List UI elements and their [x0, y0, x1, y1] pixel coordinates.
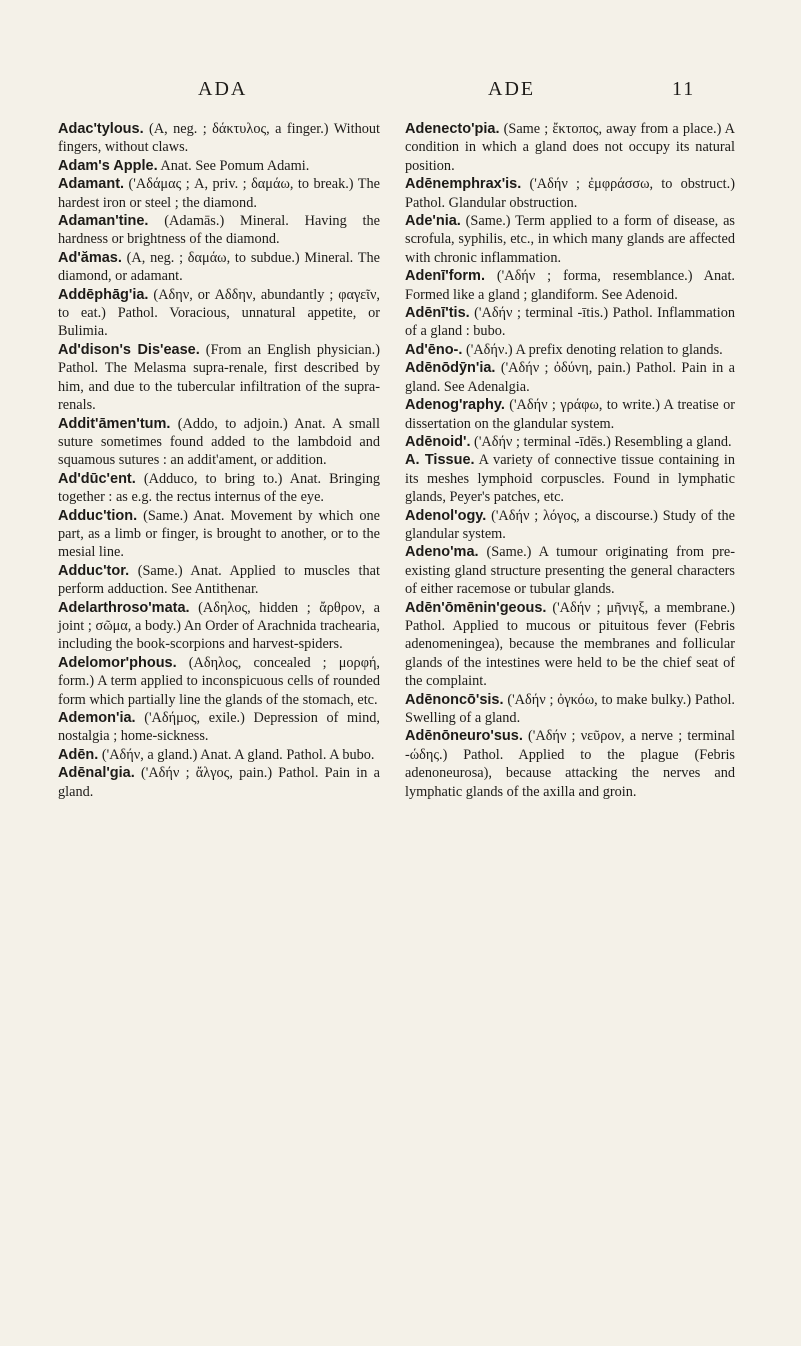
entry-definition: (Αδην, or Αδδην, abundantly ; φαγεῖν, to eat.) Pathol. Voracious, unnatural appetite, or Bulimia. [58, 286, 380, 340]
left-column [58, 120, 380, 801]
dictionary-entry [58, 599, 380, 654]
entry-headword: Adelomor'phous. [58, 654, 177, 671]
dictionary-entry [58, 654, 380, 709]
dictionary-entry [405, 175, 735, 212]
entry-definition: ('Αδάμας ; A, priv. ; δαμάω, to break.) The hardest iron or steel ; the diamond. [58, 176, 380, 211]
entry-headword: Addēphāg'ia. [58, 286, 149, 303]
dictionary-entry [58, 175, 380, 212]
page-number: 11 [672, 78, 696, 100]
entry-headword: Adēnōneuro'sus. [405, 728, 523, 745]
entry-definition: (Adduco, to bring to.) Anat. Bringing together : as e.g. the rectus internus of the eye. [58, 470, 380, 506]
entry-definition: (Same ; ἔκτοπος, away from a place.) A condition in which a gland does not occupy its natural position. [405, 121, 735, 174]
entry-headword: Ademon'ia. [58, 710, 136, 726]
dictionary-entry [405, 451, 735, 506]
dictionary-entry [405, 396, 735, 433]
entry-definition: ('Αδήν.) A prefix denoting relation to glands. [462, 341, 723, 358]
dictionary-entry [58, 764, 380, 801]
entry-definition: A variety of connective tissue containing in its meshes lymphoid corpuscles. Found in lymphatic glands, Peyer's patches, etc. [405, 452, 736, 506]
entry-definition: ('Αδήν ; terminal -īdēs.) Resembling a gland. [470, 433, 732, 450]
entry-headword: Ad'dison's Dis'ease. [58, 341, 200, 358]
running-head-left: ADA [198, 78, 248, 100]
entry-headword: Adelarthroso'mata. [58, 599, 190, 616]
dictionary-entry [405, 727, 735, 801]
dictionary-entry [405, 543, 735, 598]
dictionary-entry [58, 470, 380, 507]
entry-headword: Adēn'ōmēnin'geous. [405, 599, 547, 616]
dictionary-entry [58, 249, 380, 286]
entry-headword: Ade'nia. [405, 213, 461, 230]
entry-headword: Adaman'tine. [58, 213, 149, 230]
entry-headword: Ad'dūc'ent. [58, 470, 136, 487]
entry-definition: ('Αδήν ; μῆνιγξ, a membrane.) Pathol. Applied to mucous or pituitous fever (Febris adenomeningea), because the membranes and follicular glands of the intestines were held to be the chief seat of the complaint. [405, 599, 735, 690]
dictionary-entry [405, 359, 735, 396]
dictionary-entry [58, 286, 380, 341]
entry-headword: Adac'tylous. [58, 121, 144, 137]
entry-definition: ('Αδήν ; ἄλγος, pain.) Pathol. Pain in a gland. [58, 765, 380, 800]
entry-headword: Adēnoid'. [405, 433, 471, 450]
entry-definition: ('Αδήν ; γράφω, to write.) A treatise or dissertation on the glandular system. [405, 397, 735, 432]
entry-headword: Adenog'raphy. [405, 397, 505, 414]
entry-definition: (Same.) Term applied to a form of disease, as scrofula, syphilis, etc., in which many glands are affected with chronic inflammation. [405, 213, 735, 266]
dictionary-entry [58, 157, 380, 175]
dictionary-entry [58, 341, 380, 415]
entry-headword: Adeno'ma. [405, 544, 479, 561]
entry-headword: Ad'ămas. [58, 249, 122, 266]
entry-headword: Adēnemphrax'is. [405, 176, 522, 193]
entry-definition: ('Αδήμος, exile.) Depression of mind, nostalgia ; home-sickness. [58, 710, 380, 745]
entry-headword: Adenol'ogy. [405, 507, 487, 524]
entry-definition: ('Αδήν ; νεῦρον, a nerve ; terminal -ώδης.) Pathol. Applied to the plague (Febris adenoneurosa), because attacking the nerves and lymphatic glands of the axilla and groin. [405, 728, 735, 800]
dictionary-entry [405, 212, 735, 267]
dictionary-entry [405, 433, 735, 451]
entry-definition: (A, neg. ; δάκτυλος, a finger.) Without fingers, without claws. [58, 121, 380, 156]
entry-headword: Adēnī'tis. [405, 305, 470, 322]
dictionary-entry [405, 304, 735, 341]
entry-headword: Adēnoncō'sis. [405, 691, 504, 708]
dictionary-entry [58, 746, 380, 764]
dictionary-entry [405, 599, 735, 691]
entry-headword: Ad'ēno-. [405, 341, 463, 358]
entry-definition: (Αδηλος, hidden ; ἄρθρον, a joint ; σῶμα, a body.) An Order of Arachnida trachearia, including the book-scorpions and harvest-spiders. [58, 599, 380, 653]
entry-headword: Addit'āmen'tum. [58, 415, 171, 432]
entry-headword: Adduc'tor. [58, 562, 130, 579]
entry-headword: Adenecto'pia. [405, 121, 500, 137]
entry-headword: Adēn. [58, 746, 99, 763]
entry-headword: Adduc'tion. [58, 507, 138, 524]
entry-definition: (Addo, to adjoin.) Anat. A small suture sometimes found added to the lambdoid and squamous sutures : an addit'ament, or addition. [58, 415, 380, 469]
running-head-right: ADE [488, 78, 536, 100]
dictionary-entry [58, 709, 380, 746]
entry-definition: ('Αδήν, a gland.) Anat. A gland. Pathol. A bubo. [98, 746, 375, 763]
entry-definition: (Same.) Anat. Movement by which one part, as a limb or finger, is brought to another, or to the mesial line. [58, 507, 380, 561]
entry-definition: ('Αδήν ; ὀδύνη, pain.) Pathol. Pain in a gland. See Adenalgia. [405, 360, 735, 395]
entry-headword: Adēnōdȳn'ia. [405, 360, 496, 377]
dictionary-entry [405, 691, 735, 728]
entry-definition: (Same.) A tumour originating from pre-existing gland structure presenting the general characters of either racemose or tubular glands. [405, 544, 735, 598]
dictionary-entry [58, 212, 380, 249]
entry-headword: A. Tissue. [405, 452, 475, 469]
dictionary-entry [405, 341, 735, 359]
entry-definition: (A, neg. ; δαμάω, to subdue.) Mineral. The diamond, or adamant. [58, 249, 380, 285]
dictionary-entry [405, 507, 735, 544]
entry-definition: ('Αδήν ; ὀγκόω, to make bulky.) Pathol. Swelling of a gland. [405, 691, 735, 726]
entry-headword: Adenī'form. [405, 268, 485, 285]
entry-definition: Anat. See Pomum Adami. [157, 157, 310, 174]
entry-definition: ('Αδήν ; forma, resemblance.) Anat. Formed like a gland ; glandiform. See Adenoid. [405, 268, 735, 303]
entry-definition: (Same.) Anat. Applied to muscles that perform adduction. See Antithenar. [58, 562, 380, 598]
dictionary-entry [58, 120, 380, 157]
dictionary-entry [58, 562, 380, 599]
dictionary-entry [58, 507, 380, 562]
right-column [405, 120, 735, 801]
entry-definition: ('Αδήν ; terminal -ītis.) Pathol. Inflammation of a gland : bubo. [405, 305, 735, 340]
entry-definition: (Adamās.) Mineral. Having the hardness or brightness of the diamond. [58, 213, 380, 248]
dictionary-entry [58, 415, 380, 470]
entry-headword: Adamant. [58, 176, 125, 193]
dictionary-entry [405, 120, 735, 175]
entry-definition: (From an English physician.) Pathol. The Melasma supra-renale, first described by him, and due to the tubercular infiltration of the supra-renals. [58, 341, 381, 414]
dictionary-entry [405, 267, 735, 304]
entry-definition: ('Αδήν ; λόγος, a discourse.) Study of the glandular system. [405, 507, 735, 542]
entry-headword: Adam's Apple. [58, 157, 158, 174]
entry-definition: (Αδηλος, concealed ; μορφή, form.) A term applied to inconspicuous cells of rounded form which partially line the glands of the stomach, etc. [58, 654, 380, 708]
entry-definition: ('Αδήν ; ἐμφράσσω, to obstruct.) Pathol. Glandular obstruction. [405, 176, 735, 211]
entry-headword: Adēnal'gia. [58, 765, 135, 782]
